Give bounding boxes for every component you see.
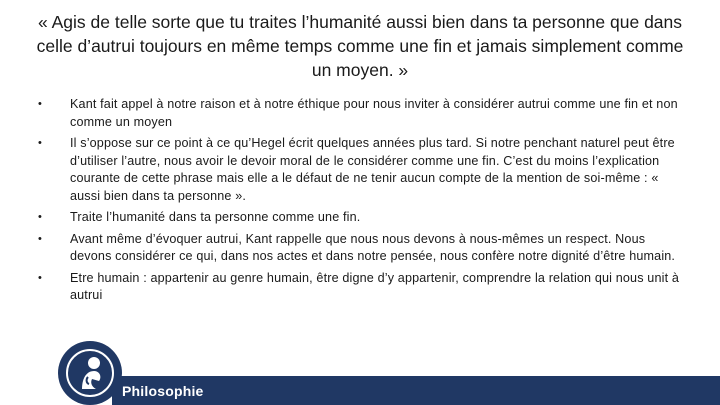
bullet-item (38, 96, 688, 131)
bullet-text: Avant même d’évoquer autrui, Kant rappelle que nous nous devons à nous-mêmes un respect. Nous devons considérer ce qui, dans nos actes et dans notre pensée, nous confère notre dignité d’être humain. (70, 231, 676, 263)
footer-label: Philosophie (122, 383, 204, 399)
footer-logo (58, 341, 122, 405)
bullet-text: Etre humain : appartenir au genre humain, être digne d’y appartenir, comprendre la relation qui nous unit à autrui (70, 270, 680, 302)
slide-title: « Agis de telle sorte que tu traites l’humanité aussi bien dans ta personne que dans celle d’autrui toujours en même temps comme une fin et jamais simplement comme un moyen. » (36, 12, 684, 80)
bullet-text: Il s’oppose sur ce point à ce qu’Hegel écrit quelques années plus tard. Si notre penchant naturel peut être d’utiliser l’autre, nous avoir le devoir moral de le considérer comme une fin. C’est du moins l’explication courante de cette phrase mais elle a le défaut de ne tenir aucun compte de la mention de soi-même : « aussi bien dans ta personne ». (70, 136, 675, 203)
bullet-dot: • (38, 271, 43, 284)
bullet-item (38, 209, 688, 227)
bullet-dot: • (38, 211, 43, 223)
bullet-dot: • (38, 98, 43, 110)
bullet-item (38, 231, 688, 266)
bullet-text: Traite l’humanité dans ta personne comme une fin. (70, 210, 361, 224)
bullet-dot: • (38, 137, 43, 149)
bullet-text: Kant fait appel à notre raison et à notre éthique pour nous inviter à considérer autrui comme une fin et non comme un moyen (70, 97, 678, 129)
bullet-list (38, 96, 688, 309)
thinker-icon (66, 349, 114, 397)
bullet-item (38, 135, 688, 205)
bullet-item (38, 270, 688, 305)
bullet-dot: • (38, 232, 43, 245)
